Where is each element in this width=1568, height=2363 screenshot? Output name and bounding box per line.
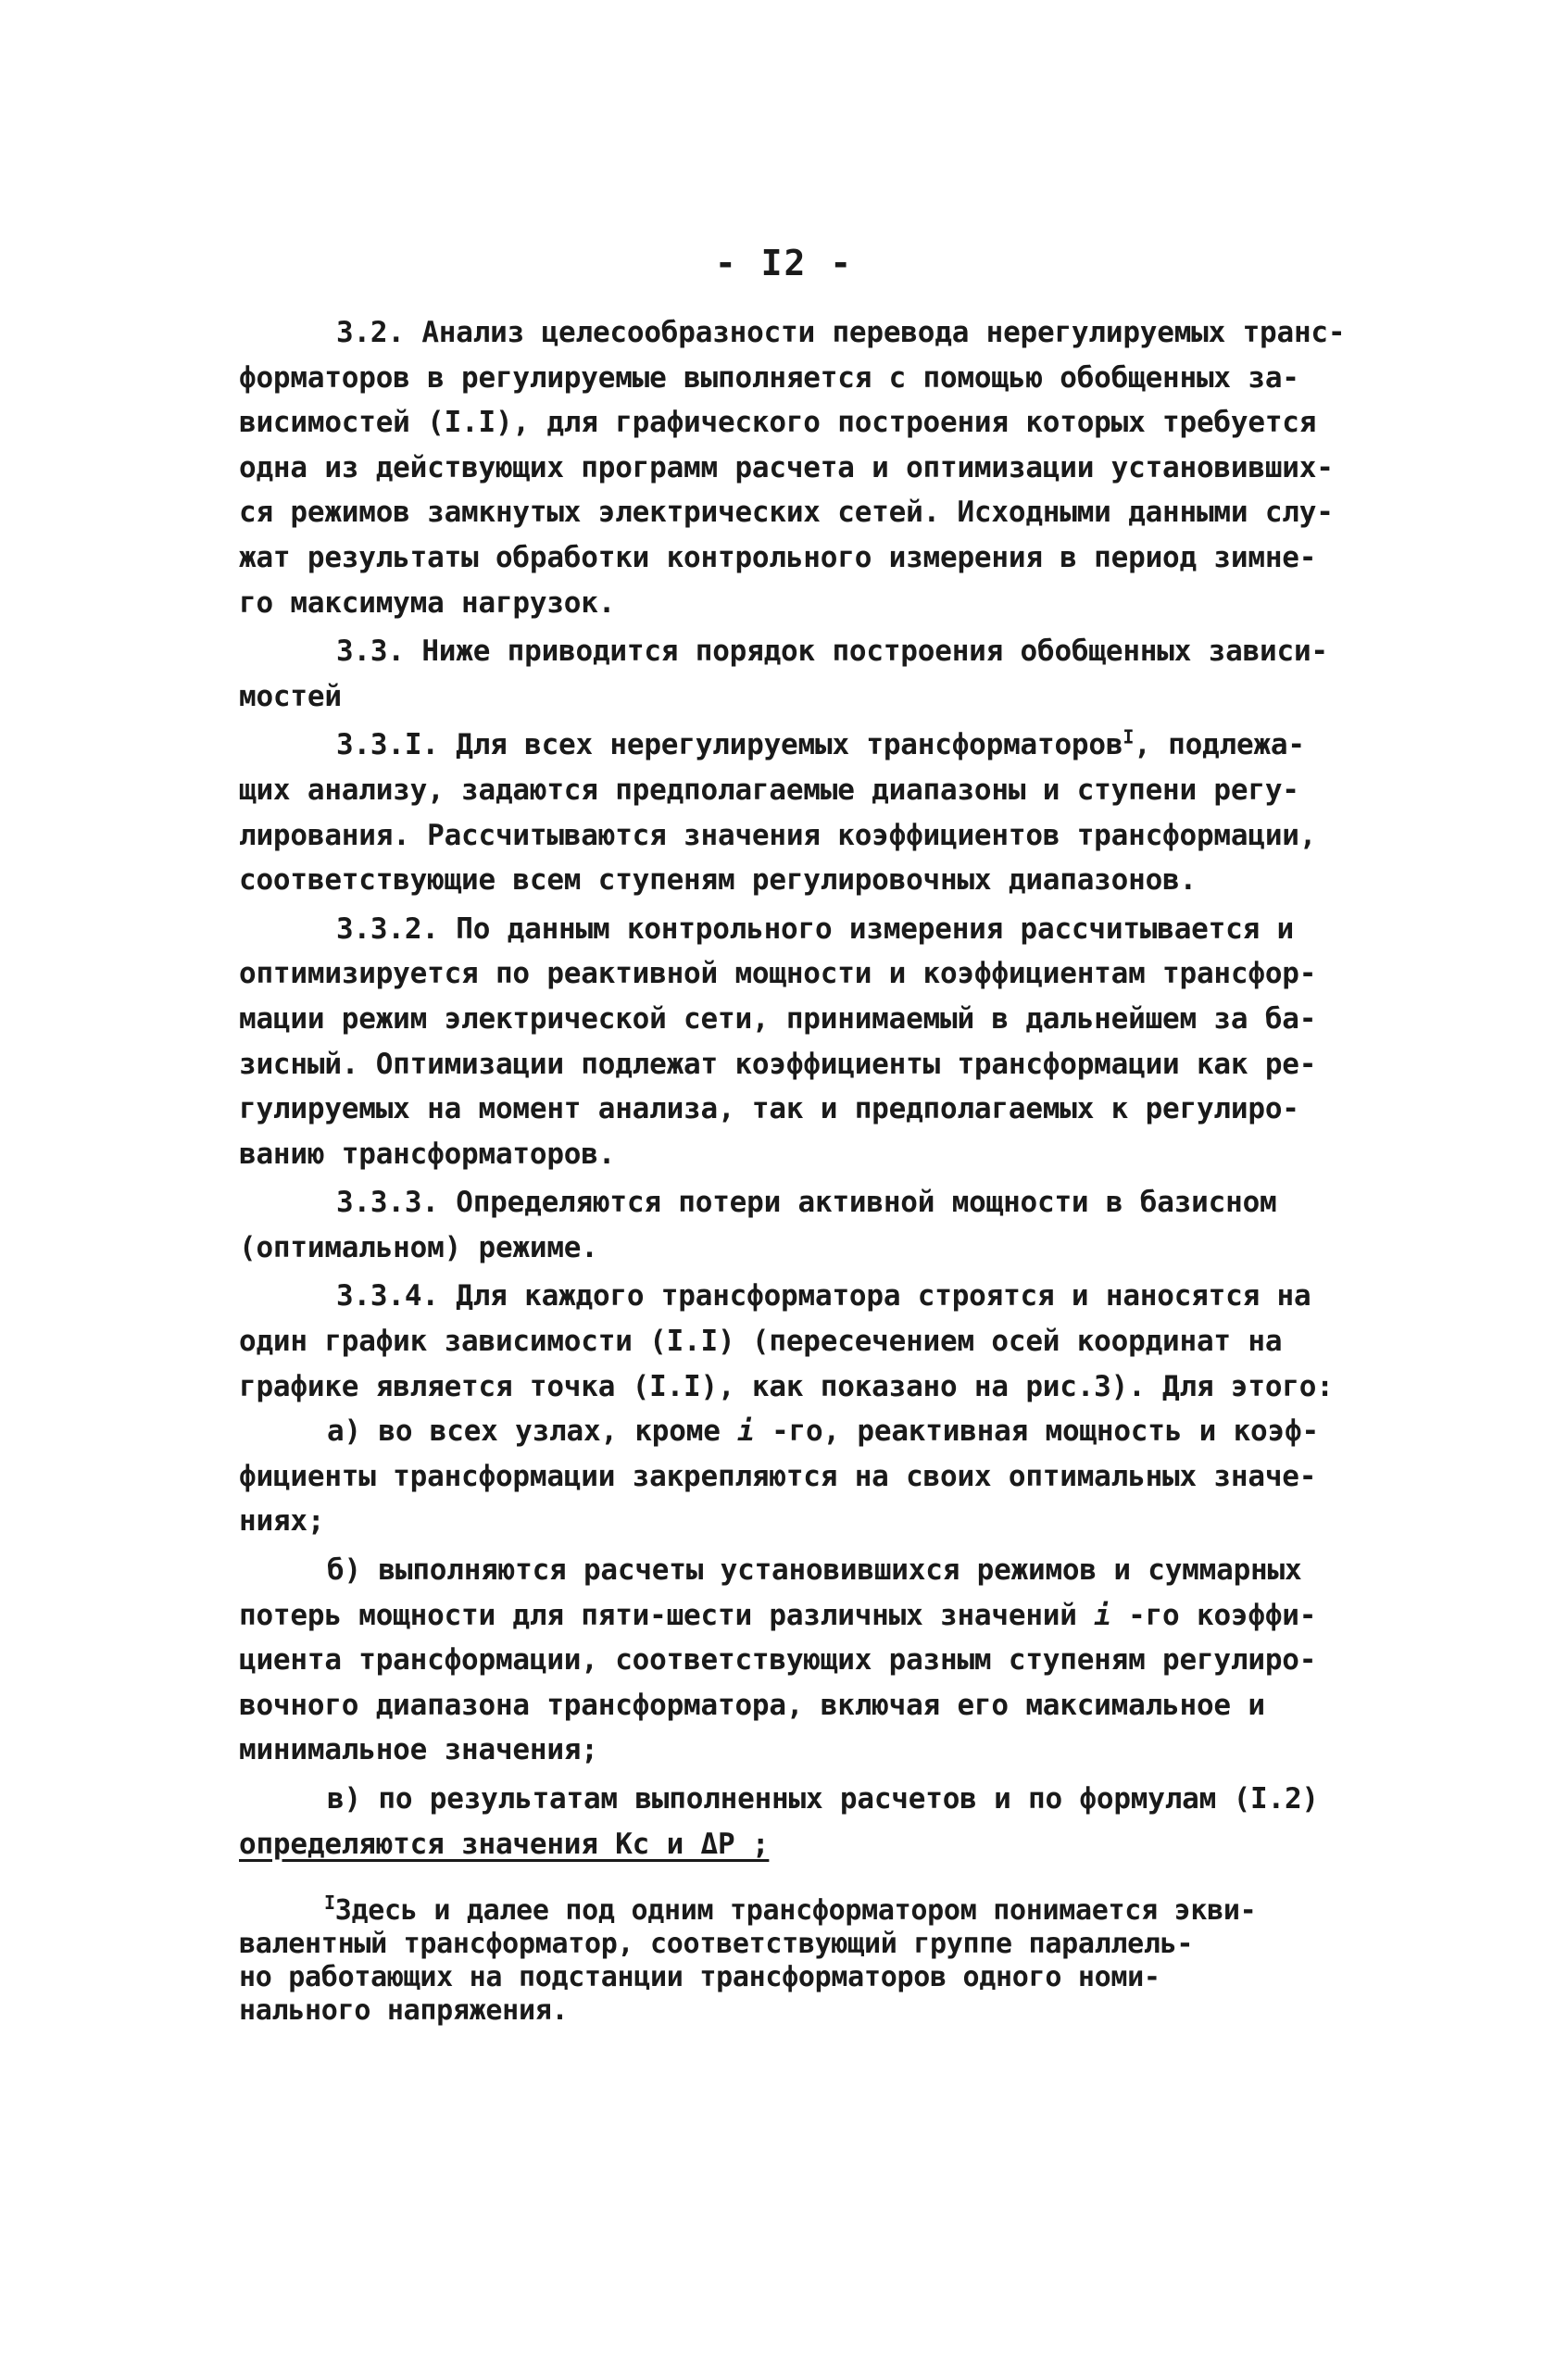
text-line: висимостей (I.I), для графического построения которых требуется (239, 406, 1317, 440)
text-line: минимальное значения; (239, 1733, 598, 1767)
text-line: 3.3.4. Для каждого трансформатора строятся и наносятся на (336, 1279, 1311, 1313)
text-line: (оптимальном) режиме. (239, 1230, 598, 1264)
text-fragment: Здесь и далее под одним трансформатором понимается экви- (334, 1894, 1257, 1927)
text-line: фициенты трансформации закрепляются на своих оптимальных значе- (239, 1459, 1317, 1493)
page-number: - I2 - (714, 243, 854, 283)
text-fragment: , подлежа- (1134, 728, 1305, 762)
footnote-line (239, 1894, 1415, 1928)
text-fragment: а) во всех узлах, кроме (327, 1414, 738, 1449)
text-line: ниях; (239, 1504, 325, 1539)
text-line: один график зависимости (I.I) (пересечением осей координат на (239, 1325, 1283, 1359)
list-item-a (239, 1409, 1415, 1544)
text-line (239, 723, 1415, 768)
text-line: мостей (239, 679, 342, 713)
footnote-reference: I (1123, 726, 1135, 749)
text-fragment: 3.3.I. Для всех нерегулируемых трансформаторов (336, 728, 1123, 762)
text-line: го максимума нагрузок. (239, 585, 616, 620)
text-line: 3.3.2. По данным контрольного измерения рассчитывается и (336, 911, 1294, 946)
body-text (239, 310, 1415, 1867)
text-fragment: потерь мощности для пяти-шести различных значений (239, 1598, 1095, 1632)
list-item-v (239, 1777, 1415, 1867)
paragraph-3-3-3 (239, 1180, 1415, 1270)
italic-variable: i (737, 1414, 755, 1449)
paragraph-3-3-4 (239, 1274, 1415, 1409)
text-line: гулируемых на момент анализа, так и предполагаемых к регулиро- (239, 1092, 1299, 1126)
paragraph-3-3-2 (239, 907, 1415, 1177)
text-fragment: -го коэффи- (1110, 1598, 1317, 1632)
footnote-marker: I (324, 1892, 335, 1914)
text-line: соответствующие всем ступеням регулировочных диапазонов. (239, 863, 1197, 898)
footnote-line: но работающих на подстанции трансформаторов одного номи- (239, 1961, 1160, 1993)
text-line: оптимизируется по реактивной мощности и коэффициентам трансфор- (239, 957, 1317, 991)
footnote (239, 1894, 1415, 2028)
underlined-text-line: определяются значения Kc и ΔP ; (239, 1827, 770, 1861)
text-fragment: -го, реактивная мощность и коэф- (754, 1414, 1319, 1449)
text-line: одна из действующих программ расчета и оптимизации установивших- (239, 450, 1334, 484)
text-line: вочного диапазона трансформатора, включая его максимальное и (239, 1688, 1265, 1722)
text-line: 3.3.3. Определяются потери активной мощности в базисном (336, 1186, 1277, 1220)
list-item-b (239, 1548, 1415, 1773)
text-line: ся режимов замкнутых электрических сетей. Исходными данными слу- (239, 496, 1334, 530)
text-line (239, 1593, 1415, 1639)
text-line: мации режим электрической сети, принимаемый в дальнейшем за ба- (239, 1001, 1317, 1036)
text-line: 3.3. Ниже приводится порядок построения обобщенных зависи- (336, 635, 1328, 669)
text-line: зисный. Оптимизации подлежат коэффициенты трансформации как ре- (239, 1047, 1317, 1081)
text-line: б) выполняются расчеты установившихся режимов и суммарных (327, 1553, 1302, 1588)
text-line: 3.2. Анализ целесообразности перевода нерегулируемых транс- (336, 316, 1346, 349)
paragraph-3-2 (239, 310, 1415, 625)
paragraph-3-3 (239, 629, 1415, 719)
text-line: жат результаты обработки контрольного измерения в период зимне- (239, 540, 1317, 574)
text-line: щих анализу, задаются предполагаемые диапазоны и ступени регу- (239, 773, 1299, 807)
text-line: ванию трансформаторов. (239, 1137, 616, 1171)
paragraph-3-3-1 (239, 723, 1415, 902)
text-line: в) по результатам выполненных расчетов и по формулам (I.2) (327, 1782, 1319, 1816)
text-line: форматоров в регулируемые выполняется с помощью обобщенных за- (239, 360, 1299, 395)
footnote-line: нального напряжения. (239, 1994, 569, 2027)
italic-variable: i (1094, 1598, 1111, 1632)
text-line (239, 1409, 1415, 1454)
text-line: циента трансформации, соответствующих разным ступеням регулиро- (239, 1643, 1317, 1678)
text-line: графике является точка (I.I), как показано на рис.3). Для этого: (239, 1369, 1334, 1403)
text-line: лирования. Рассчитываются значения коэффициентов трансформации, (239, 818, 1317, 852)
footnote-line: валентный трансформатор, соответствующий группе параллель- (239, 1928, 1194, 1960)
